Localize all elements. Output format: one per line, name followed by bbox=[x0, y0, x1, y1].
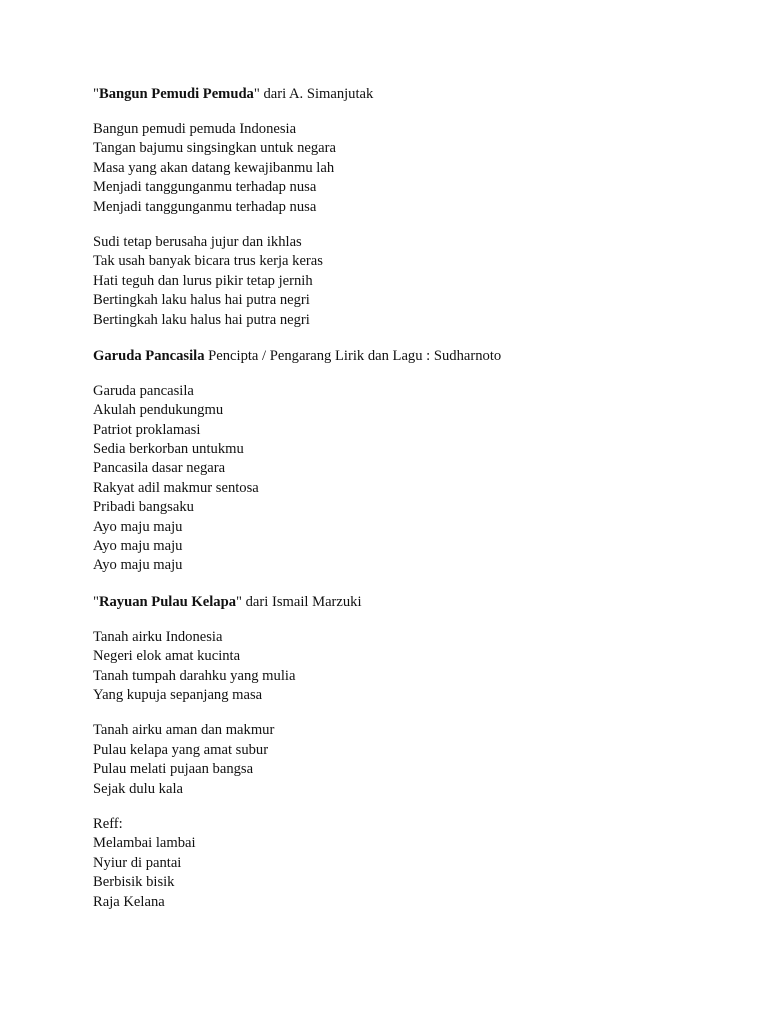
lyric-line: Reff: bbox=[93, 815, 123, 832]
song-garuda-pancasila bbox=[93, 346, 733, 576]
title-suffix: " dari A. Simanjutak bbox=[253, 86, 374, 102]
lyric-line: Tanah tumpah darahku yang mulia bbox=[93, 667, 296, 684]
song-bangun-pemudi-pemuda bbox=[93, 84, 733, 330]
lyric-line: Sudi tetap berusaha jujur dan ikhlas bbox=[93, 233, 302, 250]
stanza bbox=[93, 233, 733, 330]
lyric-line: Ayo maju maju bbox=[93, 538, 183, 555]
song-heading bbox=[93, 592, 733, 612]
title-prefix: " bbox=[93, 593, 99, 610]
lyric-line: Raja Kelana bbox=[93, 893, 165, 910]
stanza bbox=[93, 721, 733, 799]
title-prefix: " bbox=[93, 86, 99, 102]
lyric-line: Nyiur di pantai bbox=[93, 854, 182, 871]
lyric-line: Sedia berkorban untukmu bbox=[93, 441, 244, 458]
stanza bbox=[93, 815, 733, 912]
stanza bbox=[93, 120, 733, 217]
lyric-line: Akulah pendukungmu bbox=[93, 402, 224, 419]
lyric-line: Tanah airku aman dan makmur bbox=[93, 722, 275, 739]
title-suffix: " dari Ismail Marzuki bbox=[236, 593, 362, 610]
lyric-line: Negeri elok amat kucinta bbox=[93, 648, 241, 665]
song-title: Rayuan Pulau Kelapa bbox=[98, 593, 237, 610]
stanza bbox=[93, 382, 733, 576]
lyric-line: Bangun pemudi pemuda Indonesia bbox=[93, 121, 297, 137]
lyric-line: Bertingkah laku halus hai putra negri bbox=[93, 311, 310, 328]
lyric-line: Menjadi tanggunganmu terhadap nusa bbox=[93, 179, 317, 196]
lyric-line: Ayo maju maju bbox=[93, 518, 183, 535]
lyric-line: Berbisik bisik bbox=[93, 874, 175, 891]
lyric-line: Pribadi bangsaku bbox=[93, 499, 194, 516]
lyric-line: Pulau melati pujaan bangsa bbox=[93, 761, 254, 778]
song-title: Bangun Pemudi Pemuda bbox=[98, 86, 254, 102]
stanza bbox=[93, 628, 733, 706]
lyric-line: Hati teguh dan lurus pikir tetap jernih bbox=[93, 272, 313, 289]
lyric-line: Tak usah banyak bicara trus kerja keras bbox=[93, 253, 323, 270]
lyric-line: Ayo maju maju bbox=[93, 557, 183, 574]
lyric-line: Pancasila dasar negara bbox=[93, 460, 226, 477]
lyric-line: Masa yang akan datang kewajibanmu lah bbox=[93, 159, 335, 176]
lyric-line: Sejak dulu kala bbox=[93, 780, 183, 797]
document-page bbox=[93, 84, 733, 912]
lyric-line: Yang kupuja sepanjang masa bbox=[93, 686, 263, 703]
lyric-line: Bertingkah laku halus hai putra negri bbox=[93, 292, 310, 309]
lyric-line: Patriot proklamasi bbox=[93, 421, 201, 438]
lyric-line: Melambai lambai bbox=[93, 835, 196, 852]
song-title: Garuda Pancasila bbox=[93, 347, 205, 364]
lyric-line: Pulau kelapa yang amat subur bbox=[93, 741, 269, 758]
lyric-line: Tanah airku Indonesia bbox=[93, 628, 223, 645]
song-rayuan-pulau-kelapa bbox=[93, 592, 733, 912]
lyric-line: Menjadi tanggunganmu terhadap nusa bbox=[93, 198, 317, 215]
song-heading bbox=[93, 84, 733, 104]
song-heading bbox=[93, 346, 733, 366]
title-suffix: Pencipta / Pengarang Lirik dan Lagu : Sudharnoto bbox=[204, 347, 502, 364]
lyric-line: Garuda pancasila bbox=[93, 382, 194, 399]
lyric-line: Tangan bajumu singsingkan untuk negara bbox=[93, 140, 336, 157]
lyric-line: Rakyat adil makmur sentosa bbox=[93, 479, 259, 496]
